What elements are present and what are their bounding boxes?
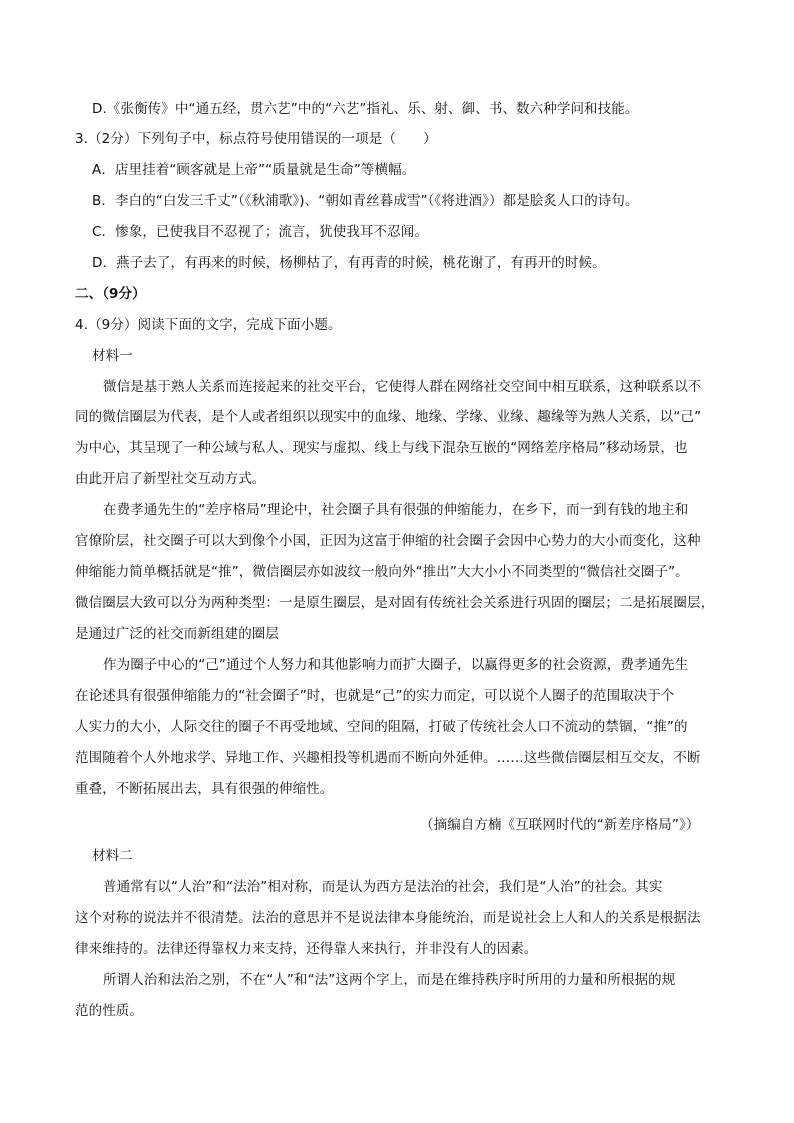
question-3-option-d: D．燕子去了，有再来的时候，杨柳枯了，有再青的时候，桃花谢了，有再开的时候。 [92,255,606,271]
section-two-heading: 二、（9分） [75,286,146,302]
material-one-para1-line4: 由此开启了新型社交互动方式。 [75,471,266,487]
material-two-para1-line3: 律来维持的。法律还得靠权力来支持，还得靠人来执行，并非没有人的因素。 [75,941,538,957]
material-two-para2-line1: 所谓人治和法治之别，不在“人”和“法”这两个字上，而是在维持秩序时所用的力量和所根据的规 [103,972,676,988]
material-one-label: 材料一 [92,348,133,364]
material-one-para1-line2: 同的微信圈层为代表，是个人或者组织以现实中的血缘、地缘、学缘、业缘、趣缘等为熟人关系，以“己” [75,409,702,425]
question-4-stem: 4.（9分）阅读下面的文字，完成下面小题。 [75,317,342,333]
question-3-option-c: C．惨象，已使我目不忍视了；流言，犹使我耳不忍闻。 [92,224,428,240]
material-one-source: （摘编自方楠《互联网时代的“新差序格局”》） [420,817,700,833]
material-one-para3-line1: 作为圈子中心的“己”通过个人努力和其他影响力而扩大圈子，以赢得更多的社会资源，费孝通先生 [103,657,689,673]
material-one-para3-line5: 重叠，不断拓展出去，具有很强的伸缩性。 [75,781,334,797]
material-one-para1-line3: 为中心，其呈现了一种公域与私人、现实与虚拟、线上与线下混杂互嵌的“网络差序格局”移动场景，也 [75,440,688,456]
material-one-para2-line1: 在费孝通先生的“差序格局”理论中，社会圈子具有很强的伸缩能力，在乡下，而一到有钱的地主和 [103,502,689,518]
material-one-para2-line5: 是通过广泛的社交而新组建的圈层 [75,626,279,642]
material-one-para2-line4: 微信圈层大致可以分为两种类型：一是原生圈层，是对固有传统社会关系进行巩固的圈层；二是拓展圈层， [75,595,715,611]
material-one-para1-line1: 微信是基于熟人关系而连接起来的社交平台，它使得人群在网络社交空间中相互联系，这种联系以不 [103,379,702,395]
material-one-para3-line4: 范围随着个人外地求学、异地工作、兴趣相投等机遇而不断向外延伸。……这些微信圈层相互交友，不断 [75,750,701,766]
question-3-option-b: B．李白的“白发三千丈”（《秋浦歌》)、“朝如青丝暮成雪”（《将进酒》）都是脍炙人口的诗句。 [92,193,639,209]
question-3-option-a: A．店里挂着“顾客就是上帝”“质量就是生命”等横幅。 [92,162,416,178]
material-one-para2-line3: 伸缩能力简单概括就是“推”，微信圈层亦如波纹一般向外“推出”大大小小不同类型的“微信社交圈子”。 [75,564,689,580]
material-one-para3-line3: 人实力的大小，人际交往的圈子不再受地域、空间的阻隔，打破了传统社会人口不流动的禁锢，“推”的 [75,719,688,735]
material-two-para1-line1: 普通常有以“人治”和“法治”相对称，而是认为西方是法治的社会，我们是“人治”的社会。其实 [103,879,663,895]
option-d-six-arts: D.《张衡传》中“通五经，贯六艺”中的“六艺”指礼、乐、射、御、书、数六种学问和技能。 [92,101,639,117]
material-one-para3-line2: 在论述具有很强伸缩能力的“社会圈子”时，也就是“己”的实力而定，可以说个人圈子的范围取决于个 [75,688,675,704]
material-two-para2-line2: 范的性质。 [75,1003,143,1019]
material-two-para1-line2: 这个对称的说法并不很清楚。法治的意思并不是说法律本身能统治，而是说社会上人和人的关系是根据法 [75,910,701,926]
material-two-label: 材料二 [92,848,133,864]
question-3-stem: 3.（2分）下列句子中，标点符号使用错误的一项是（ ） [75,131,437,147]
material-one-para2-line2: 官僚阶层，社交圈子可以大到像个小国，正因为这富于伸缩的社会圈子会因中心势力的大小而变化，这种 [75,533,701,549]
